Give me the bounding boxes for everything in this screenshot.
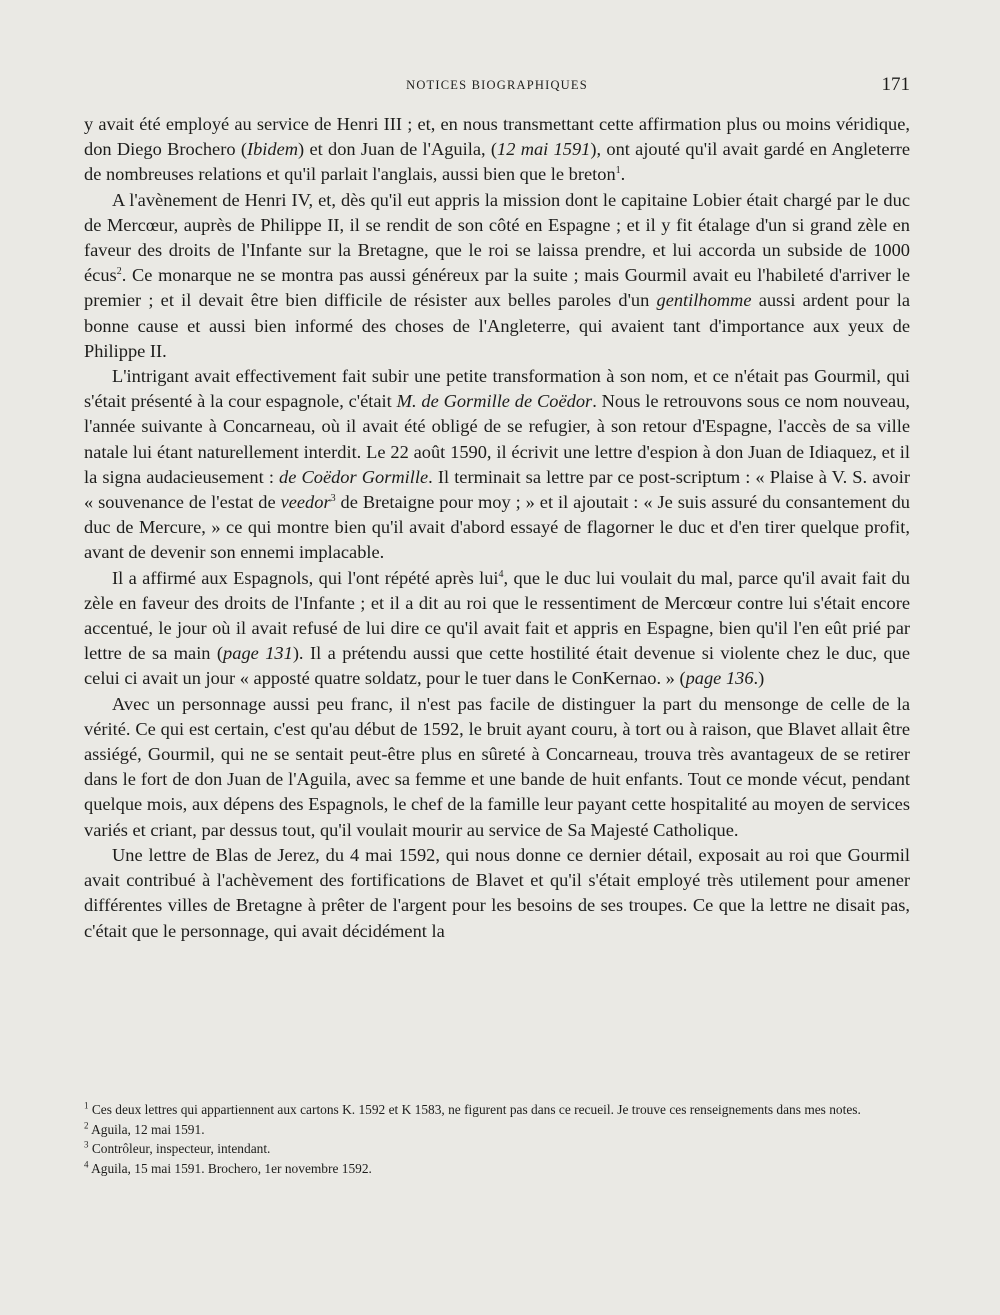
- italic-run: gentilhomme: [656, 290, 752, 311]
- footnote-ref: 3: [330, 492, 336, 504]
- text-run: Une lettre de Blas de Jerez, du 4 mai 1592, qui nous donne ce dernier détail, exposait au roi que Gourmil avait contribué à l'achèvement des fortifications de Blavet et qu'il s'était employé très utilement pour amener différentes villes de Bretagne à prêter de l'argent pour les besoins de ses troupes. Ce que la lettre ne disait pas, c'était que le personnage, qui avait décidément la: [84, 844, 910, 941]
- text-run: aussi ardent pour la bonne cause et aussi bien informé des choses de l'Angleterre, qui avaient tant d'importance aux yeux de Philippe II.: [84, 290, 910, 361]
- paragraph: [84, 188, 910, 364]
- text-run: .): [753, 668, 765, 689]
- italic-run: veedor: [280, 492, 331, 513]
- text-run: Avec un personnage aussi peu franc, il n'est pas facile de distinguer la part du mensonge de celle de la vérité. Ce qui est certain, c'est qu'au début de 1592, le bruit ayant couru, à tort ou à raison, que Blavet allait être assiégé, Gourmil, qui ne se sentait peut-être plus en sûreté à Concarneau, trouva très avantageux de se retirer dans le fort de don Juan de l'Aguila, avec sa femme et une bande de huit enfants. Tout ce monde vécut, pendant quelque mois, aux dépens des Espagnols, le chef de la famille leur payant cette hospitalité au moyen de services variés et criant, par dessus tout, qu'il voulait mourir au service de Sa Majesté Catholique.: [84, 693, 910, 840]
- text-run: ) et don Juan de l'Aguila, (: [298, 139, 498, 160]
- footnote: [84, 1159, 910, 1179]
- paragraph: [84, 692, 910, 843]
- footnote: [84, 1120, 910, 1140]
- footnote-ref: 2: [116, 266, 122, 278]
- text-run: ), ont ajouté qu'il avait gardé en Angleterre de nombreuses relations et qu'il parlait l'anglais, aussi bien que le breton: [84, 139, 910, 185]
- italic-run: page 136: [685, 668, 754, 689]
- text-run: . Il terminait sa lettre par ce post-scriptum : « Plaise à V. S. avoir « souvenance de l'estat de: [84, 466, 910, 513]
- paragraph: [84, 843, 910, 944]
- page-number: 171: [881, 74, 910, 95]
- italic-run: page 131: [223, 643, 293, 664]
- text-run: , que le duc lui voulait du mal, parce qu'il avait fait du zèle en faveur des droits de l'Infante ; et il a dit au roi que le ressentiment de Mercœur contre lui s'était encore accentué, le jour où il avait refusé de lui dire ce qu'il avait fait et appris en Espagne, bien qu'il l'en eût prié par lettre de sa main (: [84, 567, 910, 664]
- running-title: NOTICES BIOGRAPHIQUES: [406, 78, 588, 92]
- italic-run: M. de Gormille de Coëdor: [396, 391, 593, 412]
- text-run: A l'avènement de Henri IV, et, dès qu'il eut appris la mission dont le capitaine Lobier était chargé par le duc de Mercœur, auprès de Philippe II, il se rendit de son côté en Espagne ; et il y fit étalage d'un si grand zèle en faveur des droits de l'Infante sur la Bretagne, que le roi se laissa prendre, et lui accorda un subside de 1000 écus: [84, 189, 910, 286]
- text-run: de Bretaigne pour moy ; » et il ajoutait : « Je suis assuré du consantement du duc de Mercure, » ce qui montre bien qu'il avait d'abord essayé de flagorner le duc et d'en tirer quelque profit, avant de devenir son ennemi implacable.: [84, 492, 910, 563]
- footnote: [84, 1100, 910, 1120]
- italic-run: de Coëdor Gormille: [279, 466, 429, 487]
- text-run: y avait été employé au service de Henri III ; et, en nous transmettant cette affirmation plus ou moins véridique, don Diego Brochero (: [84, 114, 910, 160]
- footnote-mark: 4: [84, 1159, 89, 1170]
- text-run: . Nous le retrouvons sous ce nom nouveau, l'année suivante à Concarneau, où il avait été obligé de se refugier, à son retour d'Espagne, l'accès de sa ville natale lui étant naturellement interdit. Le 22 août 1590, il écrivit une lettre d'espion à don Juan de Idiaquez, et il la signa audacieusement :: [84, 391, 911, 487]
- footnotes: [84, 1100, 910, 1178]
- italic-run: 12 mai 1591: [497, 139, 591, 160]
- footnote-text: Ces deux lettres qui appartiennent aux cartons K. 1592 et K 1583, ne figurent pas dans ce recueil. Je trouve ces renseignements dans mes notes.: [91, 1102, 861, 1117]
- footnote-text: Aguila, 12 mai 1591.: [91, 1121, 205, 1137]
- text-run: . Ce monarque ne se montra pas aussi généreux par la suite ; mais Gourmil avait eu l'habileté d'arriver le premier ; et il devait être bien difficile de résister aux belles paroles d'un: [84, 265, 910, 311]
- footnote-mark: 2: [84, 1120, 89, 1131]
- paragraph: [84, 364, 910, 566]
- footnote-mark: 3: [84, 1139, 89, 1150]
- footnote-text: Contrôleur, inspecteur, intendant.: [91, 1141, 271, 1156]
- footnote-text: Aguila, 15 mai 1591. Brochero, 1er novembre 1592.: [91, 1160, 372, 1176]
- footnote: [84, 1139, 910, 1159]
- page-header: [84, 76, 910, 100]
- paragraph: [84, 566, 910, 692]
- text-run: L'intrigant avait effectivement fait subir une petite transformation à son nom, et ce n'était pas Gourmil, qui s'était présenté à la cour espagnole, c'était: [84, 366, 910, 412]
- footnote-ref: 1: [615, 165, 621, 177]
- footnote-mark: 1: [84, 1100, 89, 1111]
- footnote-ref: 4: [498, 568, 504, 580]
- text-run: .: [620, 164, 626, 185]
- body-text: [84, 112, 910, 944]
- paragraph: [84, 112, 910, 188]
- text-run: Il a affirmé aux Espagnols, qui l'ont répété après lui: [112, 567, 499, 588]
- text-run: ). Il a prétendu aussi que cette hostilité était devenue si violente chez le duc, que celui ci avait un jour « apposté quatre soldatz, pour le tuer dans le ConKernao. » (: [84, 643, 910, 689]
- italic-run: Ibidem: [246, 139, 299, 160]
